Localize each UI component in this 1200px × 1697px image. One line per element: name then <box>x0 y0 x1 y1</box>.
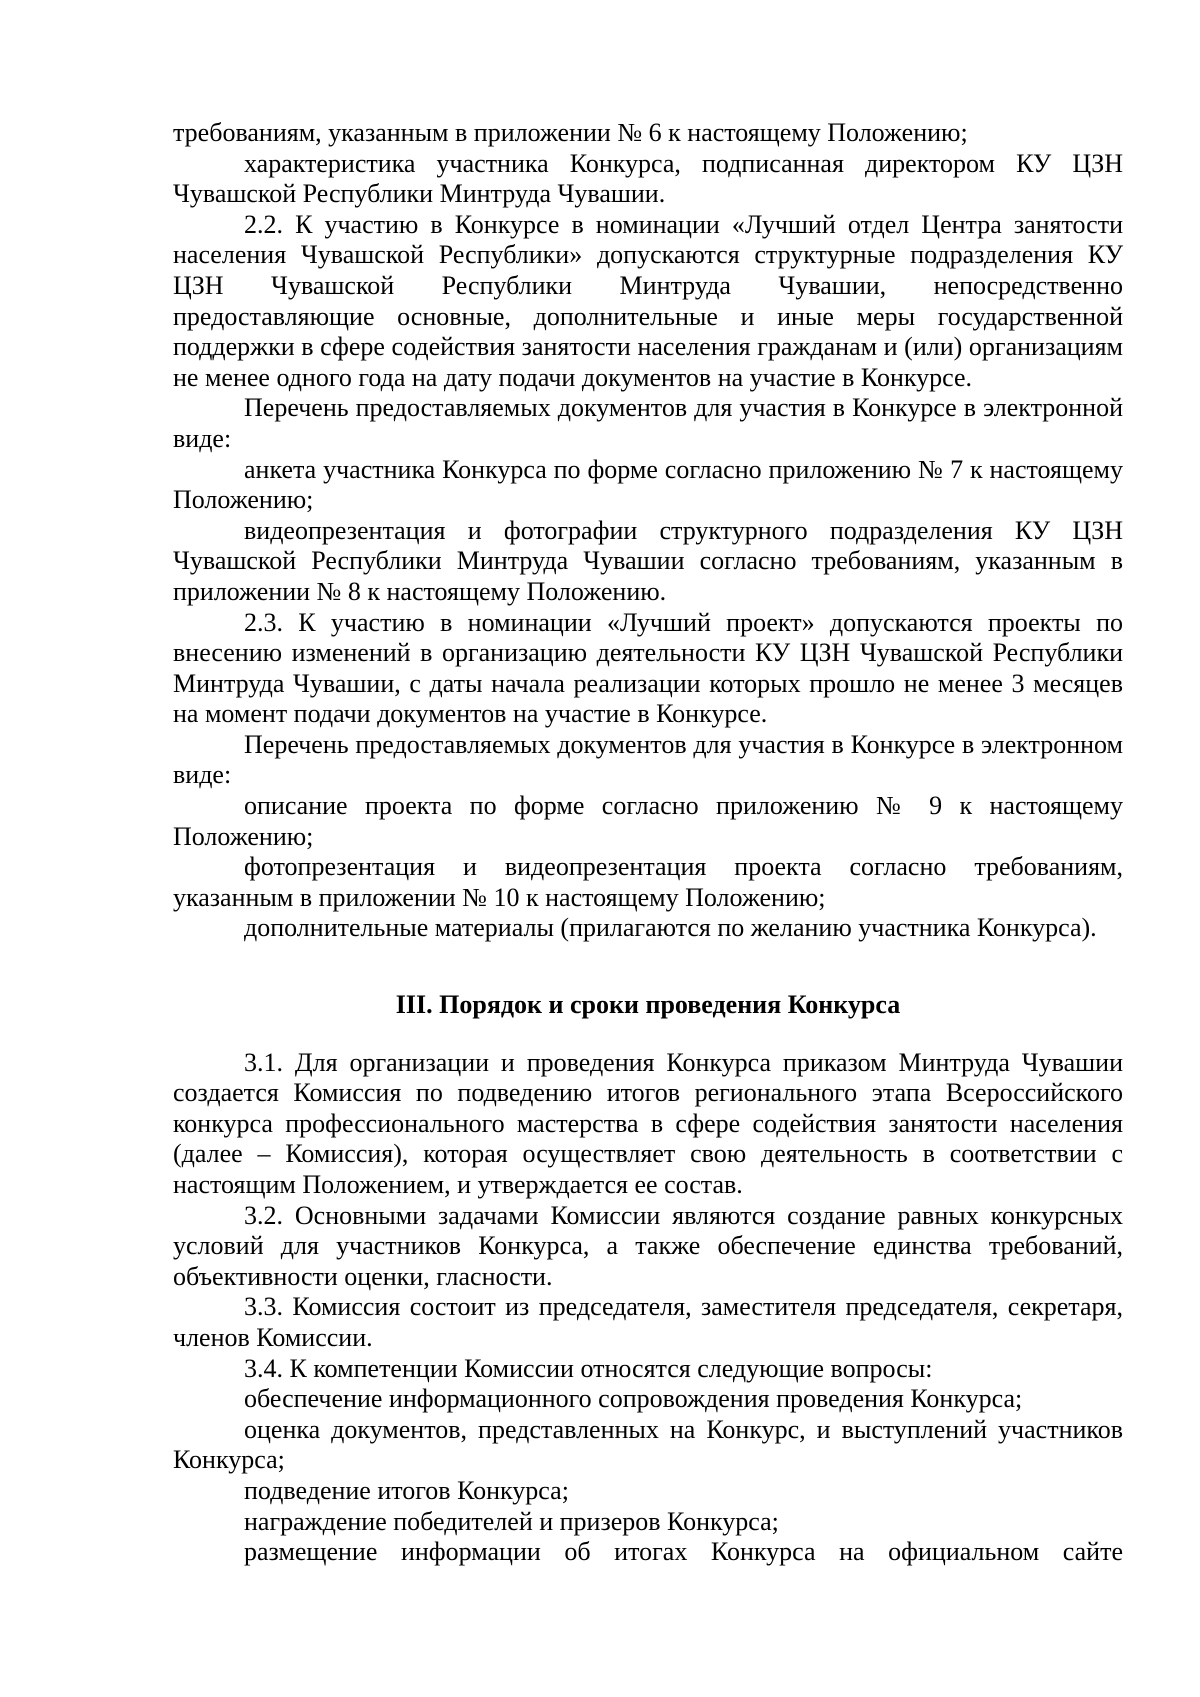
paragraph-project-description: описание проекта по форме согласно приложению № 9 к настоящему Положению; <box>173 791 1123 851</box>
paragraph-3-3: 3.3. Комиссия состоит из председателя, заместителя председателя, секретаря, членов Комиссии. <box>173 1292 1123 1352</box>
paragraph-continuation: требованиям, указанным в приложении № 6 к настоящему Положению; <box>173 118 968 147</box>
paragraph-2-2: 2.2. К участию в Конкурсе в номинации «Лучший отдел Центра занятости населения Чувашской Республики» допускаются структурные подразделения КУ ЦЗН Чувашской Республики Минтруда Чувашии, непосредственно предоставляющие основные, дополнительные и иные меры государственной поддержки в сфере содействия занятости населения гражданам и (или) организациям не менее одного года на дату подачи документов на участие в Конкурсе. <box>173 209 1123 392</box>
paragraph-video-presentation: видеопрезентация и фотографии структурного подразделения КУ ЦЗН Чувашской Республики Минтруда Чувашии согласно требованиям, указанным в приложении № 8 к настоящему Положению. <box>173 515 1123 606</box>
paragraph-participant-characteristic: характеристика участника Конкурса, подписанная директором КУ ЦЗН Чувашской Республики Минтруда Чувашии. <box>173 148 1123 209</box>
paragraph-awarding: награждение победителей и призеров Конкурса; <box>244 1506 779 1536</box>
document-page <box>173 118 1123 1568</box>
paragraph-additional-materials: дополнительные материалы (прилагаются по желанию участника Конкурса). <box>244 913 1097 943</box>
paragraph-3-2: 3.2. Основными задачами Комиссии являются создание равных конкурсных условий для участников Конкурса, а также обеспечение единства требований, объективности оценки, гласности. <box>173 1200 1123 1291</box>
paragraph-info-support: обеспечение информационного сопровождения проведения Конкурса; <box>244 1384 1023 1414</box>
paragraph-3-1: 3.1. Для организации и проведения Конкурса приказом Минтруда Чувашии создается Комиссия по подведению итогов регионального этапа Всероссийского конкурса профессионального мастерства в сфере содействия занятости населения (далее – Комиссия), которая осуществляет свою деятельность в соответствии с настоящим Положением, и утверждается ее состав. <box>173 1047 1123 1199</box>
paragraph-publication: размещение информации об итогах Конкурса на официальном сайте <box>244 1537 1123 1567</box>
section-heading: III. Порядок и сроки проведения Конкурса <box>395 990 901 1020</box>
paragraph-documents-list-intro-2: Перечень предоставляемых документов для участия в Конкурсе в электронном виде: <box>173 729 1123 790</box>
paragraph-evaluation: оценка документов, представленных на Конкурс, и выступлений участников Конкурса; <box>173 1414 1123 1475</box>
paragraph-photo-presentation: фотопрезентация и видеопрезентация проекта согласно требованиям, указанным в приложении № 10 к настоящему Положению; <box>173 852 1123 912</box>
paragraph-results: подведение итогов Конкурса; <box>244 1475 569 1505</box>
paragraph-2-3: 2.3. К участию в номинации «Лучший проект» допускаются проекты по внесению изменений в организацию деятельности КУ ЦЗН Чувашской Республики Минтруда Чувашии, с даты начала реализации которых прошло не менее 3 месяцев на момент подачи документов на участие в Конкурсе. <box>173 607 1123 729</box>
paragraph-documents-list-intro: Перечень предоставляемых документов для участия в Конкурсе в электронной виде: <box>173 393 1123 453</box>
paragraph-3-4: 3.4. К компетенции Комиссии относятся следующие вопросы: <box>244 1353 933 1383</box>
paragraph-questionnaire: анкета участника Конкурса по форме согласно приложению № 7 к настоящему Положению; <box>173 454 1123 515</box>
